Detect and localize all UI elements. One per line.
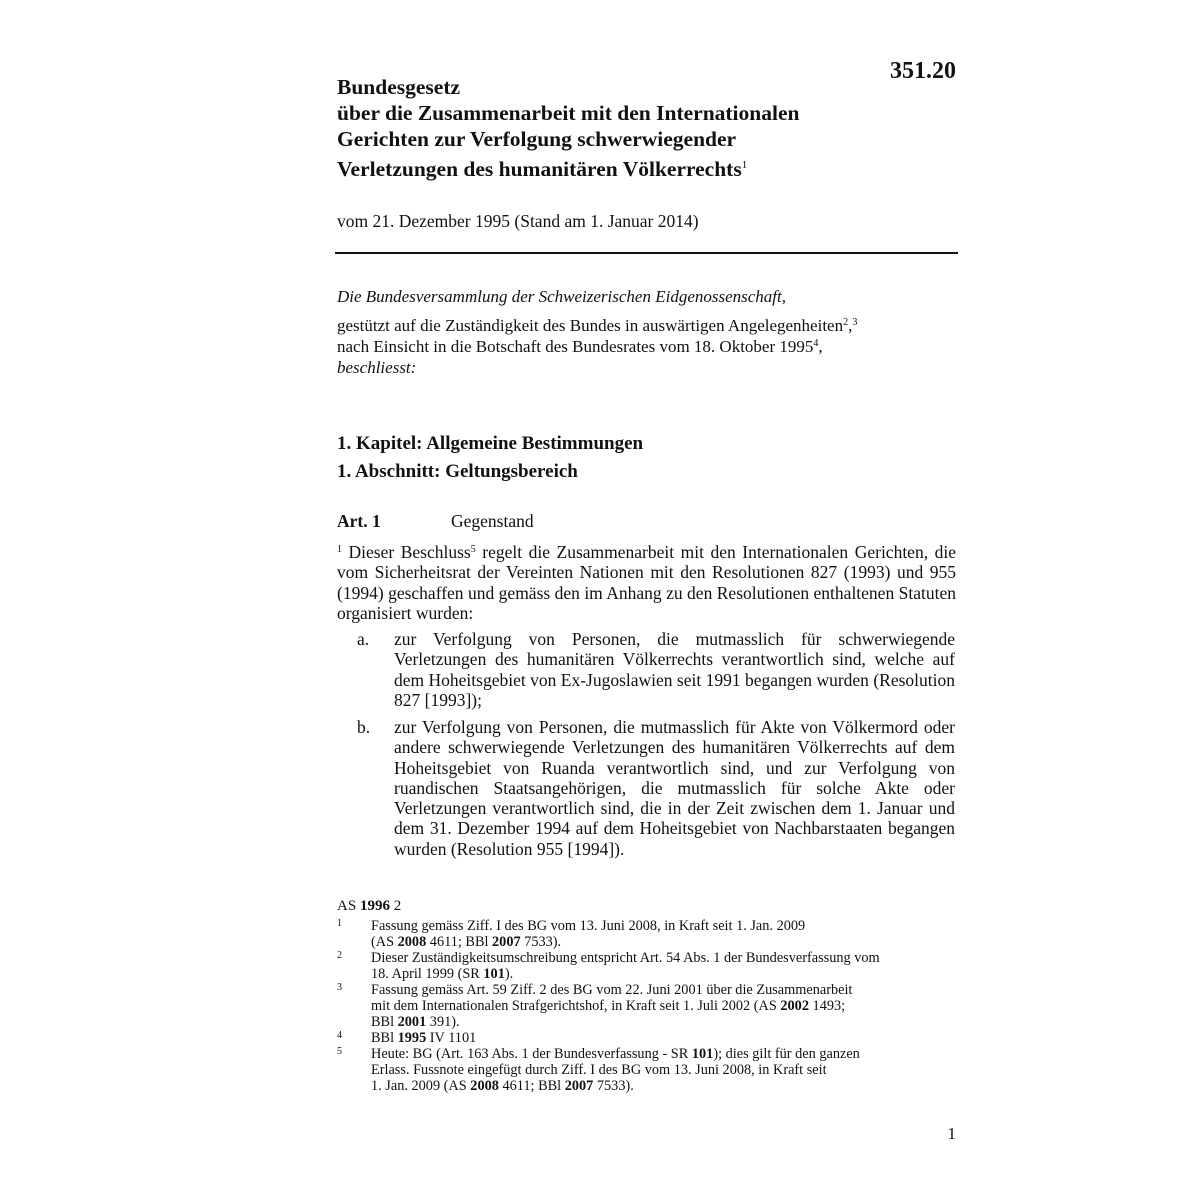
fn-bold: 2008 xyxy=(470,1078,499,1094)
fn-bold: 2008 xyxy=(397,934,427,950)
date-line: vom 21. Dezember 1995 (Stand am 1. Januar 2014) xyxy=(337,211,699,231)
preamble-intro: Die Bundesversammlung der Schweizerischen Eidgenossenschaft, xyxy=(337,287,786,306)
list-text: zur Verfolgung von Personen, die mutmasslich für schwerwiegende Verletzungen des humanitären Völkerrechts verantwortlich sind, welche auf dem Hoheitsgebiet von Ex-Jugoslawien seit 1991 begangen wurden (Resolution 827 [1993]); xyxy=(394,629,955,710)
fn-bold: 2007 xyxy=(492,934,521,950)
list-letter: a. xyxy=(357,629,370,649)
list-text: zur Verfolgung von Personen, die mutmasslich für Akte von Völkermord oder andere schwerwiegende Verletzungen des humanitären Völkerrechts auf dem Hoheitsgebiet von Ruanda verantwortlich sind, und zur Verfolgung von ruandischen Staatsangehörigen, die mutmasslich für solche Akte oder Verletzungen verantwortlich sind, die in der Zeit zwischen dem 1. Januar und dem 31. Dezember 1994 auf dem Hoheitsgebiet von Nachbarstaaten begangen wurden (Resolution 955 [1994]). xyxy=(394,717,955,859)
document-title xyxy=(337,74,897,182)
footnote xyxy=(337,950,957,982)
footnote-line: Fassung gemäss Art. 59 Ziff. 2 des BG vom 22. Juni 2001 über die Zusammenarbeit xyxy=(371,982,853,998)
title-line-text: Verletzungen des humanitären Völkerrechts xyxy=(337,157,742,181)
fn-bold: 2002 xyxy=(780,998,809,1014)
preamble-comma: , xyxy=(818,337,823,356)
footnote-ref-4[interactable]: 4 xyxy=(813,338,819,349)
footnote-line xyxy=(371,1030,957,1046)
preamble-message xyxy=(337,333,957,357)
paragraph-start: Dieser Beschluss xyxy=(342,542,471,562)
footnote-number: 4 xyxy=(337,1030,342,1041)
fn-part: IV 1101 xyxy=(426,1030,477,1046)
footnote-line xyxy=(371,966,957,982)
fn-part: 18. April 1999 (SR xyxy=(371,966,484,982)
fn-part: BBl xyxy=(371,1030,398,1046)
horizontal-divider xyxy=(335,252,958,254)
fn-part: 1493; xyxy=(808,998,846,1014)
fn-part: Heute: BG (Art. 163 Abs. 1 der Bundesverfassung - SR xyxy=(371,1046,692,1062)
title-line xyxy=(337,152,897,182)
list-letter: b. xyxy=(357,717,371,737)
footnote-line xyxy=(371,1046,957,1062)
fn-part: 7533). xyxy=(593,1078,634,1094)
fn-part: 4611; BBl xyxy=(426,934,493,950)
footnote xyxy=(337,918,957,950)
article-title: Gegenstand xyxy=(451,511,534,531)
title-line: über die Zusammenarbeit mit den Internationalen xyxy=(337,101,800,125)
fn-part: 1. Jan. 2009 (AS xyxy=(371,1078,471,1094)
footnote xyxy=(337,982,957,1030)
footnote-line: Dieser Zuständigkeitsumschreibung entspricht Art. 54 Abs. 1 der Bundesverfassung vom xyxy=(371,950,880,966)
footnote-text xyxy=(371,982,957,1030)
preamble-message-text: nach Einsicht in die Botschaft des Bundesrates vom 18. Oktober 1995 xyxy=(337,337,814,356)
paragraph-number: 1 xyxy=(337,544,342,555)
footnote-number: 3 xyxy=(337,982,342,993)
paragraph-rest: regelt die Zusammenarbeit mit den Internationalen Gerichten, die vom Sicherheitsrat der Vereinten Nationen mit den Resolutionen 827 (1993) und 955 (1994) geschaffen und gemäss den im Anhang zu den Resolutionen enthaltenen Statuten organisiert wurden: xyxy=(337,542,956,623)
fn-part: 391). xyxy=(426,1014,460,1030)
footnote-ref-5[interactable]: 5 xyxy=(470,544,476,555)
sr-number: 351.20 xyxy=(890,58,956,84)
fn-bold: 101 xyxy=(691,1046,714,1062)
page-number: 1 xyxy=(947,1124,956,1143)
fn-part: 7533). xyxy=(520,934,562,950)
footnotes xyxy=(337,918,957,1094)
footnote-text xyxy=(371,950,957,982)
footnote-text xyxy=(371,1030,957,1046)
preamble-sep: , xyxy=(848,316,853,335)
footnote-text xyxy=(371,1046,957,1094)
footnote-number: 1 xyxy=(337,918,342,929)
footnote-line xyxy=(371,998,957,1014)
fn-part: 4611; BBl xyxy=(498,1078,565,1094)
chapter-heading: 1. Kapitel: Allgemeine Bestimmungen xyxy=(337,433,644,454)
as-prefix: AS xyxy=(337,898,360,914)
footnote-line xyxy=(371,1078,957,1094)
fn-part: mit dem Internationalen Strafgerichtshof, in Kraft seit 1. Juli 2002 (AS xyxy=(371,998,781,1014)
footnote-line: Erlass. Fussnote eingefügt durch Ziff. I des BG vom 13. Juni 2008, in Kraft seit xyxy=(371,1062,827,1078)
fn-bold: 1995 xyxy=(397,1030,427,1046)
footnote-line xyxy=(371,934,957,950)
footnote-ref-3[interactable]: 3 xyxy=(852,317,858,328)
article-paragraph xyxy=(337,540,956,623)
section-heading: 1. Abschnitt: Geltungsbereich xyxy=(337,461,578,482)
as-page: 2 xyxy=(389,898,402,914)
official-collection-ref xyxy=(337,898,401,915)
article-number: Art. 1 xyxy=(337,511,381,531)
as-year: 1996 xyxy=(359,898,390,914)
footnote-ref-2[interactable]: 2 xyxy=(843,317,849,328)
title-footnote-ref[interactable]: 1 xyxy=(741,159,748,171)
footnote-number: 2 xyxy=(337,950,342,961)
title-line: Bundesgesetz xyxy=(337,75,461,99)
fn-bold: 2001 xyxy=(397,1014,427,1030)
footnote-line xyxy=(371,1014,957,1030)
fn-bold: 2007 xyxy=(564,1078,594,1094)
fn-part: ). xyxy=(504,966,514,982)
fn-bold: 101 xyxy=(483,966,505,982)
article-heading xyxy=(337,511,534,532)
title-line: Gerichten zur Verfolgung schwerwiegender xyxy=(337,127,737,151)
fn-part: (AS xyxy=(371,934,398,950)
fn-part: BBl xyxy=(371,1014,398,1030)
footnote xyxy=(337,1030,957,1046)
preamble-resolves: beschliesst: xyxy=(337,358,417,377)
footnote-line: Fassung gemäss Ziff. I des BG vom 13. Juni 2008, in Kraft seit 1. Jan. 2009 xyxy=(371,918,806,934)
footnote-text xyxy=(371,918,957,950)
footnote-number: 5 xyxy=(337,1046,342,1057)
fn-part: ); dies gilt für den ganzen xyxy=(713,1046,860,1062)
preamble-basis-text: gestützt auf die Zuständigkeit des Bundes in auswärtigen Angelegenheiten xyxy=(337,316,844,335)
footnote xyxy=(337,1046,957,1094)
